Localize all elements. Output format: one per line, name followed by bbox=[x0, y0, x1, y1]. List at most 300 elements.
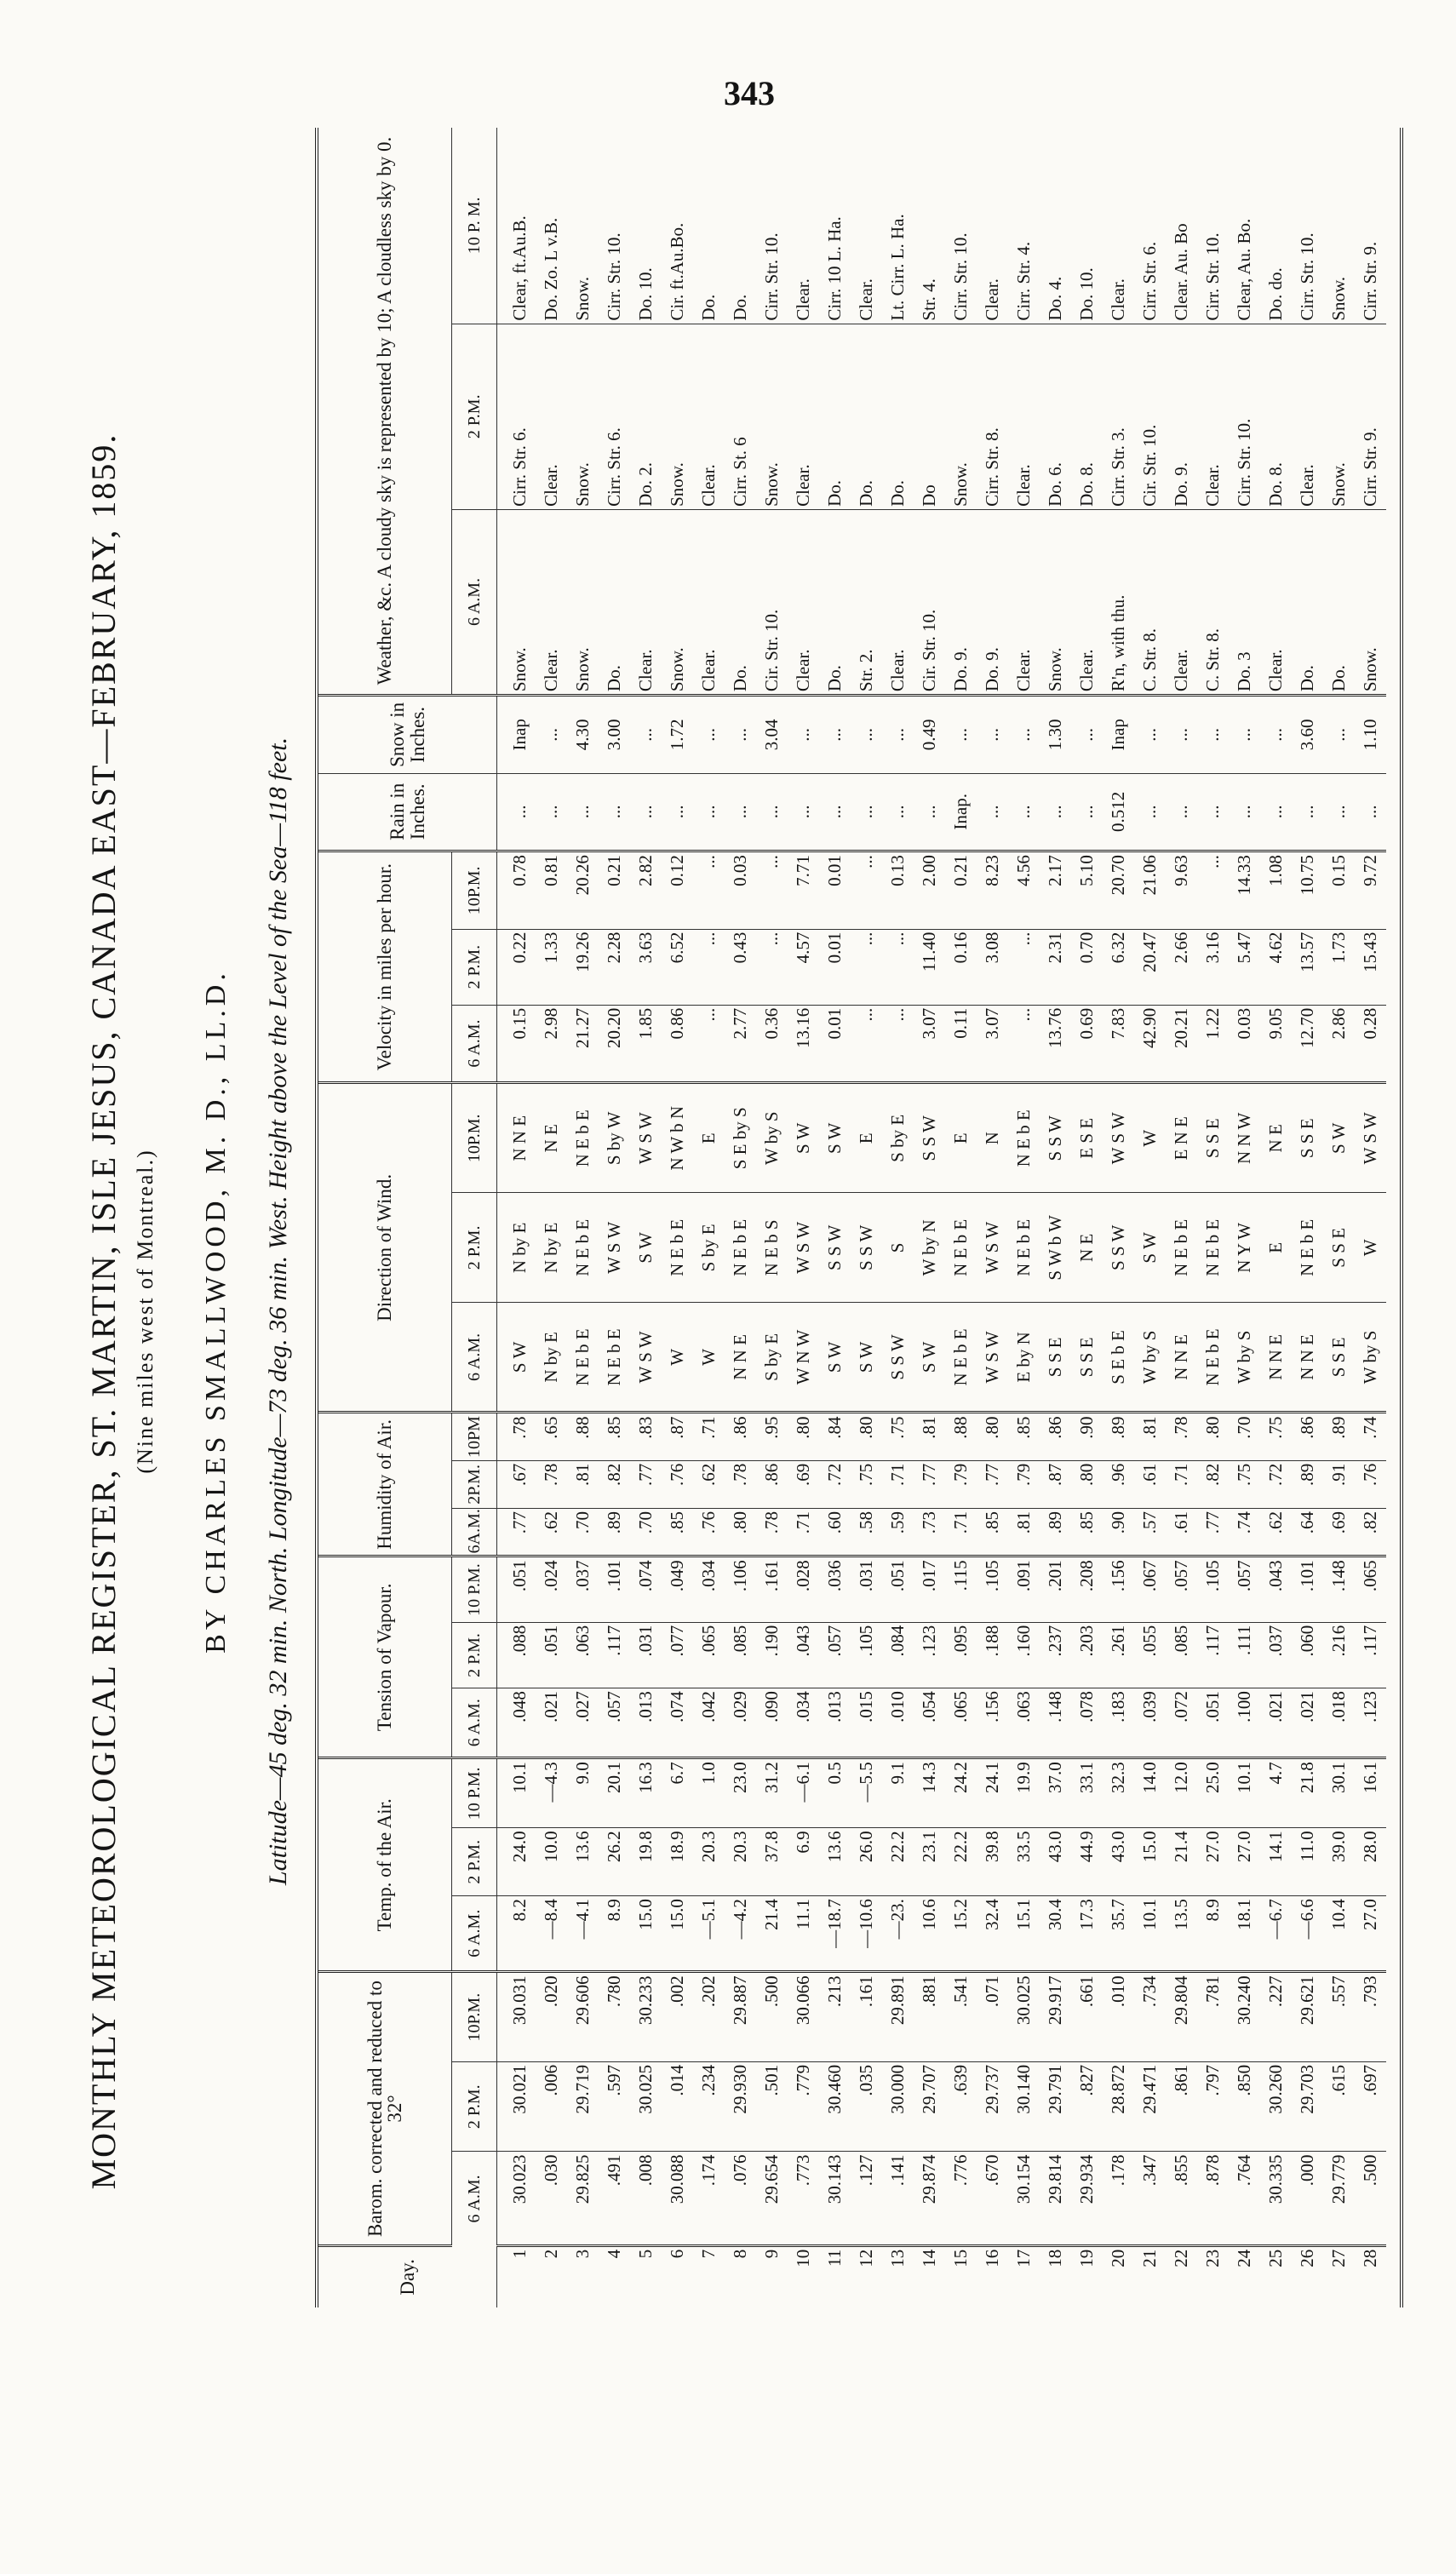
table-row bbox=[1292, 128, 1323, 2307]
humidity-10pm-cell: .81 bbox=[1134, 1413, 1166, 1460]
rain-cell: ... bbox=[819, 773, 851, 851]
temp-6am-cell: 8.9 bbox=[599, 1896, 630, 1972]
barom-6am-cell: .347 bbox=[1134, 2152, 1166, 2245]
barom-6am-cell: .178 bbox=[1103, 2152, 1134, 2245]
vapour-2pm-cell: .063 bbox=[567, 1622, 599, 1688]
wind-dir-2pm-cell: N E b E bbox=[662, 1193, 693, 1303]
barom-6am-cell: .000 bbox=[1292, 2152, 1323, 2245]
humidity-10pm-cell: .78 bbox=[1166, 1413, 1197, 1460]
weather-6am-cell: Clear. bbox=[1166, 509, 1197, 695]
table-row bbox=[662, 128, 693, 2307]
temp-6am-cell: —18.7 bbox=[819, 1896, 851, 1972]
humidity-6am-cell: .78 bbox=[756, 1509, 788, 1556]
wind-dir-10pm-cell: W S W bbox=[1103, 1083, 1134, 1193]
day-cell: 23 bbox=[1201, 2249, 1223, 2267]
velocity-10pm-cell: 0.21 bbox=[945, 851, 977, 930]
vapour-6am-cell: .054 bbox=[914, 1688, 945, 1758]
day-cell: 15 bbox=[949, 2249, 971, 2267]
temp-2pm-cell: 15.0 bbox=[1134, 1828, 1166, 1896]
wind-dir-6am-cell: S W bbox=[819, 1303, 851, 1413]
velocity-6am-cell: 0.01 bbox=[819, 1005, 851, 1083]
wind-dir-2pm-cell: W by N bbox=[914, 1193, 945, 1303]
weather-6am-cell: Do. 3 bbox=[1229, 509, 1260, 695]
wind-dir-6am-cell: W by S bbox=[1229, 1303, 1260, 1413]
temp-10pm-cell: 32.3 bbox=[1103, 1758, 1134, 1828]
weather-10pm-cell: Snow. bbox=[1323, 128, 1355, 324]
humidity-6am-cell: .62 bbox=[1260, 1509, 1292, 1556]
vapour-10pm-cell: .115 bbox=[945, 1556, 977, 1622]
rain-cell: ... bbox=[567, 773, 599, 851]
wind-dir-10pm-cell: S E by S bbox=[725, 1083, 756, 1193]
vapour-6am-cell: .048 bbox=[497, 1688, 536, 1758]
barom-2pm-cell: 30.140 bbox=[1008, 2061, 1040, 2152]
temp-2pm-cell: 27.0 bbox=[1229, 1828, 1260, 1896]
humidity-2pm-cell: .81 bbox=[567, 1460, 599, 1508]
wind-dir-10pm-cell: S by E bbox=[882, 1083, 914, 1193]
day-cell: 21 bbox=[1138, 2249, 1160, 2267]
wind-dir-6am-cell: N E b E bbox=[945, 1303, 977, 1413]
temp-2pm-cell: 44.9 bbox=[1071, 1828, 1103, 1896]
humidity-2pm-cell: .71 bbox=[882, 1460, 914, 1508]
velocity-6am-cell: 1.85 bbox=[630, 1005, 662, 1083]
day-cell: 25 bbox=[1264, 2249, 1286, 2267]
humidity-2pm-cell: .91 bbox=[1323, 1460, 1355, 1508]
temp-6am-cell: —4.2 bbox=[725, 1896, 756, 1972]
temp-2pm-cell: 21.4 bbox=[1166, 1828, 1197, 1896]
humidity-6am-cell: .90 bbox=[1103, 1509, 1134, 1556]
wind-dir-2pm-cell: N E b E bbox=[1166, 1193, 1197, 1303]
barom-2pm-cell: .014 bbox=[662, 2061, 693, 2152]
velocity-10pm-cell: 21.06 bbox=[1134, 851, 1166, 930]
barom-2pm-cell: 29.930 bbox=[725, 2061, 756, 2152]
vapour-2pm-cell: .088 bbox=[497, 1622, 536, 1688]
day-cell: 24 bbox=[1233, 2249, 1254, 2267]
temp-6am-cell: 8.2 bbox=[497, 1896, 536, 1972]
vapour-6am-cell: .013 bbox=[630, 1688, 662, 1758]
temp-6am-cell: 8.9 bbox=[1197, 1896, 1229, 1972]
humidity-10pm-cell: .81 bbox=[914, 1413, 945, 1460]
barom-6am-cell: 29.654 bbox=[756, 2152, 788, 2245]
temp-2pm-cell: 26.2 bbox=[599, 1828, 630, 1896]
velocity-6am-cell: ... bbox=[1008, 1005, 1040, 1083]
wind-dir-10pm-cell: E S E bbox=[1071, 1083, 1103, 1193]
velocity-2pm-cell: 0.43 bbox=[725, 929, 756, 1005]
barom-2pm-cell: 30.021 bbox=[497, 2061, 536, 2152]
temp-10pm-cell: 10.1 bbox=[497, 1758, 536, 1828]
barom-6am-cell: .174 bbox=[693, 2152, 725, 2245]
weather-6am-header: 6 A.M. bbox=[452, 509, 497, 695]
barom-2pm-cell: 30.460 bbox=[819, 2061, 851, 2152]
weather-10pm-header: 10 P. M. bbox=[452, 128, 497, 324]
temp-2pm-cell: 28.0 bbox=[1355, 1828, 1386, 1896]
snow-cell: 1.72 bbox=[662, 696, 693, 774]
rain-cell: ... bbox=[725, 773, 756, 851]
weather-2pm-cell: Cirr. Str. 9. bbox=[1355, 324, 1386, 509]
table-row bbox=[788, 128, 819, 2307]
day-cell: 10 bbox=[792, 2249, 813, 2267]
wind-dir-6am-cell: N by E bbox=[536, 1303, 567, 1413]
humidity-2pm-cell: .72 bbox=[1260, 1460, 1292, 1508]
weather-10pm-cell: Cirr. Str. 10. bbox=[1197, 128, 1229, 324]
temp-2pm-cell: 14.1 bbox=[1260, 1828, 1292, 1896]
rotated-register-page bbox=[51, 119, 1422, 2503]
barom-10pm-cell: .541 bbox=[945, 1972, 977, 2062]
weather-6am-cell: Snow. bbox=[1040, 509, 1071, 695]
vapour-6am-cell: .021 bbox=[1292, 1688, 1323, 1758]
weather-10pm-cell: Cirr. Str. 10. bbox=[599, 128, 630, 324]
velocity-10pm-cell: 20.70 bbox=[1103, 851, 1134, 930]
humidity-6am-cell: .59 bbox=[882, 1509, 914, 1556]
velocity-10pm-cell: 2.00 bbox=[914, 851, 945, 930]
wind-dir-10pm-cell: E bbox=[945, 1083, 977, 1193]
weather-2pm-cell: Cirr. St. 6 bbox=[725, 324, 756, 509]
barom-2pm-cell: 28.872 bbox=[1103, 2061, 1134, 2152]
velocity-10pm-cell: 0.13 bbox=[882, 851, 914, 930]
humidity-6am-cell: .64 bbox=[1292, 1509, 1323, 1556]
wind-dir-2pm-cell: N by E bbox=[497, 1193, 536, 1303]
barom-2pm-cell: 29.791 bbox=[1040, 2061, 1071, 2152]
velocity-10pm-cell: 0.15 bbox=[1323, 851, 1355, 930]
velocity-2pm-cell: 5.47 bbox=[1229, 929, 1260, 1005]
weather-10pm-cell: Snow. bbox=[567, 128, 599, 324]
weather-10pm-cell: Str. 4. bbox=[914, 128, 945, 324]
velocity-10pm-cell: 8.23 bbox=[977, 851, 1008, 930]
vapour-2pm-cell: .031 bbox=[630, 1622, 662, 1688]
velocity-6am-cell: 42.90 bbox=[1134, 1005, 1166, 1083]
vapour-2pm-cell: .160 bbox=[1008, 1622, 1040, 1688]
snow-cell: Inap bbox=[497, 696, 536, 774]
weather-10pm-cell: Clear, ft.Au.B. bbox=[497, 128, 536, 324]
vapour-10pm-header: 10 P.M. bbox=[452, 1556, 497, 1622]
weather-2pm-cell: Do. 6. bbox=[1040, 324, 1071, 509]
temp-10pm-cell: 4.7 bbox=[1260, 1758, 1292, 1828]
velocity-2pm-cell: 1.33 bbox=[536, 929, 567, 1005]
barom-2pm-cell: 29.707 bbox=[914, 2061, 945, 2152]
table-row bbox=[536, 128, 567, 2307]
temp-10pm-cell: 14.0 bbox=[1134, 1758, 1166, 1828]
weather-10pm-cell: Lt. Cirr. L. Ha. bbox=[882, 128, 914, 324]
temp-2pm-cell: 20.3 bbox=[725, 1828, 756, 1896]
wind-dir-6am-cell: W N W bbox=[788, 1303, 819, 1413]
table-row bbox=[819, 128, 851, 2307]
vapour-6am-cell: .156 bbox=[977, 1688, 1008, 1758]
wind-dir-6am-cell: S S E bbox=[1323, 1303, 1355, 1413]
day-cell: 26 bbox=[1296, 2249, 1317, 2267]
vapour-2pm-cell: .190 bbox=[756, 1622, 788, 1688]
table-row bbox=[977, 128, 1008, 2307]
wind-dir-10pm-cell: S W bbox=[819, 1083, 851, 1193]
velocity-10pm-cell: 10.75 bbox=[1292, 851, 1323, 930]
vapour-2pm-cell: .057 bbox=[819, 1622, 851, 1688]
wind-dir-6am-cell: S S E bbox=[1071, 1303, 1103, 1413]
vapour-2pm-cell: .105 bbox=[851, 1622, 882, 1688]
wind-dir-6am-cell: S by E bbox=[756, 1303, 788, 1413]
velocity-10pm-header: 10P.M. bbox=[452, 851, 497, 930]
barom-10pm-cell: .227 bbox=[1260, 1972, 1292, 2062]
humidity-10pm-cell: .83 bbox=[630, 1413, 662, 1460]
humidity-6am-cell: .71 bbox=[788, 1509, 819, 1556]
velocity-10pm-cell: 0.12 bbox=[662, 851, 693, 930]
humidity-2pm-cell: .78 bbox=[536, 1460, 567, 1508]
snow-cell: 3.04 bbox=[756, 696, 788, 774]
barom-10pm-cell: .071 bbox=[977, 1972, 1008, 2062]
day-cell: 17 bbox=[1012, 2249, 1034, 2267]
barom-6am-cell: 30.154 bbox=[1008, 2152, 1040, 2245]
barom-6am-cell: 29.814 bbox=[1040, 2152, 1071, 2245]
weather-2pm-cell: Snow. bbox=[756, 324, 788, 509]
velocity-6am-cell: 1.22 bbox=[1197, 1005, 1229, 1083]
wind-dir-6am-cell: W S W bbox=[630, 1303, 662, 1413]
snow-cell: ... bbox=[945, 696, 977, 774]
vapour-10pm-cell: .057 bbox=[1166, 1556, 1197, 1622]
velocity-10pm-cell: 0.21 bbox=[599, 851, 630, 930]
barom-6am-cell: 29.874 bbox=[914, 2152, 945, 2245]
velocity-2pm-cell: 4.57 bbox=[788, 929, 819, 1005]
wind-dir-6am-cell: S E b E bbox=[1103, 1303, 1134, 1413]
barom-6am-cell: .878 bbox=[1197, 2152, 1229, 2245]
humidity-2pm-cell: .82 bbox=[1197, 1460, 1229, 1508]
temp-10pm-cell: 20.1 bbox=[599, 1758, 630, 1828]
vapour-2pm-header: 2 P.M. bbox=[452, 1622, 497, 1688]
day-cell: 4 bbox=[603, 2249, 624, 2259]
day-cell: 8 bbox=[729, 2249, 750, 2259]
weather-6am-cell: Clear. bbox=[1260, 509, 1292, 695]
wind-dir-10pm-cell: W by S bbox=[756, 1083, 788, 1193]
barom-2pm-cell: 30.025 bbox=[630, 2061, 662, 2152]
snow-cell: ... bbox=[1071, 696, 1103, 774]
barom-2pm-header: 2 P.M. bbox=[452, 2061, 497, 2152]
humidity-6am-cell: .89 bbox=[1040, 1509, 1071, 1556]
wind-dir-10pm-cell: W S W bbox=[630, 1083, 662, 1193]
vapour-6am-cell: .039 bbox=[1134, 1688, 1166, 1758]
wind-dir-2pm-cell: N E b E bbox=[1197, 1193, 1229, 1303]
vapour-2pm-cell: .077 bbox=[662, 1622, 693, 1688]
temp-6am-cell: 13.5 bbox=[1166, 1896, 1197, 1972]
velocity-6am-cell: 2.77 bbox=[725, 1005, 756, 1083]
vapour-2pm-cell: .065 bbox=[693, 1622, 725, 1688]
weather-10pm-cell: Do. do. bbox=[1260, 128, 1292, 324]
barom-6am-header: 6 A.M. bbox=[452, 2152, 497, 2245]
rain-cell: ... bbox=[1197, 773, 1229, 851]
humidity-10pm-cell: .89 bbox=[1103, 1413, 1134, 1460]
temperature-header: Temp. of the Air. bbox=[318, 1758, 452, 1972]
weather-6am-cell: Do. bbox=[599, 509, 630, 695]
wind-dir-2pm-cell: N E b E bbox=[1292, 1193, 1323, 1303]
weather-6am-cell: Cir. Str. 10. bbox=[756, 509, 788, 695]
humidity-2pm-cell: .89 bbox=[1292, 1460, 1323, 1508]
vapour-2pm-cell: .084 bbox=[882, 1622, 914, 1688]
table-row bbox=[1071, 128, 1103, 2307]
barom-6am-cell: 29.825 bbox=[567, 2152, 599, 2245]
barom-10pm-cell: 29.917 bbox=[1040, 1972, 1071, 2062]
velocity-10pm-cell: 0.78 bbox=[497, 851, 536, 930]
velocity-6am-cell: 0.86 bbox=[662, 1005, 693, 1083]
wind-dir-6am-cell: W bbox=[693, 1303, 725, 1413]
barom-10pm-cell: 30.233 bbox=[630, 1972, 662, 2062]
weather-10pm-cell: Cir. ft.Au.Bo. bbox=[662, 128, 693, 324]
wind-dir-6am-cell: S W bbox=[914, 1303, 945, 1413]
humidity-6am-cell: .71 bbox=[945, 1509, 977, 1556]
weather-2pm-cell: Cirr. Str. 6. bbox=[599, 324, 630, 509]
rain-cell: Inap. bbox=[945, 773, 977, 851]
weather-2pm-cell: Clear. bbox=[536, 324, 567, 509]
velocity-10pm-cell: ... bbox=[851, 851, 882, 930]
temp-6am-cell: 11.1 bbox=[788, 1896, 819, 1972]
wind-dir-2pm-cell: W S W bbox=[788, 1193, 819, 1303]
vapour-6am-cell: .042 bbox=[693, 1688, 725, 1758]
humidity-2pm-cell: .67 bbox=[497, 1460, 536, 1508]
velocity-2pm-cell: 19.26 bbox=[567, 929, 599, 1005]
weather-2pm-cell: Clear. bbox=[1008, 324, 1040, 509]
velocity-6am-cell: 0.03 bbox=[1229, 1005, 1260, 1083]
temp-2pm-cell: 23.1 bbox=[914, 1828, 945, 1896]
weather-10pm-cell: Cirr. Str. 10. bbox=[945, 128, 977, 324]
barom-10pm-cell: 30.066 bbox=[788, 1972, 819, 2062]
temp-2pm-cell: 43.0 bbox=[1040, 1828, 1071, 1896]
humidity-10pm-cell: .65 bbox=[536, 1413, 567, 1460]
wind-dir-10pm-cell: S S W bbox=[914, 1083, 945, 1193]
vapour-10pm-cell: .074 bbox=[630, 1556, 662, 1622]
wind-dir-10pm-cell: S W bbox=[1323, 1083, 1355, 1193]
register-body bbox=[497, 128, 1387, 2307]
temp-10pm-cell: 30.1 bbox=[1323, 1758, 1355, 1828]
barom-6am-cell: .764 bbox=[1229, 2152, 1260, 2245]
barom-2pm-cell: .501 bbox=[756, 2061, 788, 2152]
humidity-10pm-cell: .71 bbox=[693, 1413, 725, 1460]
snow-cell: 1.10 bbox=[1355, 696, 1386, 774]
weather-6am-cell: Clear. bbox=[1008, 509, 1040, 695]
vapour-10pm-cell: .051 bbox=[497, 1556, 536, 1622]
vapour-6am-cell: .183 bbox=[1103, 1688, 1134, 1758]
velocity-6am-cell: 2.98 bbox=[536, 1005, 567, 1083]
humidity-10pm-cell: .86 bbox=[725, 1413, 756, 1460]
day-cell: 1 bbox=[508, 2249, 530, 2259]
velocity-10pm-cell: 9.72 bbox=[1355, 851, 1386, 930]
wind-dir-10pm-cell: E N E bbox=[1166, 1083, 1197, 1193]
humidity-2pm-cell: .82 bbox=[599, 1460, 630, 1508]
temp-10pm-cell: 24.2 bbox=[945, 1758, 977, 1828]
wind-dir-2pm-cell: E bbox=[1260, 1193, 1292, 1303]
velocity-2pm-cell: 0.16 bbox=[945, 929, 977, 1005]
weather-10pm-cell: Cirr. Str. 10. bbox=[756, 128, 788, 324]
wind-dir-10pm-cell: N E b E bbox=[1008, 1083, 1040, 1193]
weather-6am-cell: Do. bbox=[819, 509, 851, 695]
wind-dir-6am-cell: S S W bbox=[882, 1303, 914, 1413]
weather-6am-cell: Snow. bbox=[497, 509, 536, 695]
weather-6am-cell: Do. 9. bbox=[945, 509, 977, 695]
weather-10pm-cell: Clear. bbox=[851, 128, 882, 324]
humidity-6am-cell: .76 bbox=[693, 1509, 725, 1556]
humidity-6am-cell: .61 bbox=[1166, 1509, 1197, 1556]
wind-dir-6am-cell: S W bbox=[851, 1303, 882, 1413]
velocity-2pm-cell: 15.43 bbox=[1355, 929, 1386, 1005]
humidity-10pm-cell: .87 bbox=[662, 1413, 693, 1460]
snow-cell: ... bbox=[851, 696, 882, 774]
velocity-10pm-cell: ... bbox=[1197, 851, 1229, 930]
temp-2pm-cell: 24.0 bbox=[497, 1828, 536, 1896]
temp-2pm-cell: 27.0 bbox=[1197, 1828, 1229, 1896]
weather-6am-cell: Do. 9. bbox=[977, 509, 1008, 695]
humidity-2pm-cell: .80 bbox=[1071, 1460, 1103, 1508]
velocity-10pm-cell: 0.81 bbox=[536, 851, 567, 930]
barom-10pm-cell: .002 bbox=[662, 1972, 693, 2062]
wind-dir-2pm-cell: S S W bbox=[851, 1193, 882, 1303]
rain-cell: ... bbox=[1260, 773, 1292, 851]
temp-6am-cell: —6.7 bbox=[1260, 1896, 1292, 1972]
temp-6am-cell: 18.1 bbox=[1229, 1896, 1260, 1972]
wind-dir-6am-cell: W S W bbox=[977, 1303, 1008, 1413]
barom-10pm-cell: .734 bbox=[1134, 1972, 1166, 2062]
wind-dir-6am-cell: W by S bbox=[1355, 1303, 1386, 1413]
vapour-2pm-cell: .055 bbox=[1134, 1622, 1166, 1688]
temp-10pm-cell: 33.1 bbox=[1071, 1758, 1103, 1828]
velocity-10pm-cell: 7.71 bbox=[788, 851, 819, 930]
humidity-6am-cell: .81 bbox=[1008, 1509, 1040, 1556]
temp-10pm-cell: 37.0 bbox=[1040, 1758, 1071, 1828]
wind-dir-2pm-cell: S W bbox=[1134, 1193, 1166, 1303]
temp-2pm-cell: 39.8 bbox=[977, 1828, 1008, 1896]
barom-10pm-cell: .010 bbox=[1103, 1972, 1134, 2062]
vapour-10pm-cell: .101 bbox=[599, 1556, 630, 1622]
wind-velocity-header: Velocity in miles per hour. bbox=[318, 851, 452, 1083]
barom-6am-cell: 29.934 bbox=[1071, 2152, 1103, 2245]
vapour-2pm-cell: .123 bbox=[914, 1622, 945, 1688]
snow-cell: 0.49 bbox=[914, 696, 945, 774]
snow-cell: ... bbox=[1229, 696, 1260, 774]
temp-2pm-cell: 13.6 bbox=[819, 1828, 851, 1896]
temp-2pm-cell: 19.8 bbox=[630, 1828, 662, 1896]
vapour-2pm-cell: .216 bbox=[1323, 1622, 1355, 1688]
weather-10pm-cell: Do. 10. bbox=[1071, 128, 1103, 324]
barom-6am-cell: 29.779 bbox=[1323, 2152, 1355, 2245]
barom-6am-cell: .773 bbox=[788, 2152, 819, 2245]
humidity-10pm-cell: .80 bbox=[851, 1413, 882, 1460]
humidity-10pm-cell: .80 bbox=[788, 1413, 819, 1460]
vapour-10pm-cell: .034 bbox=[693, 1556, 725, 1622]
velocity-6am-cell: 0.11 bbox=[945, 1005, 977, 1083]
day-cell: 5 bbox=[634, 2249, 656, 2259]
temp-10pm-cell: 12.0 bbox=[1166, 1758, 1197, 1828]
wind-dir-10pm-cell: W S W bbox=[1355, 1083, 1386, 1193]
rain-cell: ... bbox=[977, 773, 1008, 851]
humidity-2pm-cell: .77 bbox=[914, 1460, 945, 1508]
wind-10pm-header: 10P.M. bbox=[452, 1083, 497, 1193]
snow-cell: ... bbox=[725, 696, 756, 774]
table-row bbox=[1040, 128, 1071, 2307]
rain-cell: ... bbox=[1040, 773, 1071, 851]
weather-6am-cell: Snow. bbox=[662, 509, 693, 695]
temp-10pm-cell: 10.1 bbox=[1229, 1758, 1260, 1828]
temp-6am-cell: —6.6 bbox=[1292, 1896, 1323, 1972]
barom-6am-cell: .500 bbox=[1355, 2152, 1386, 2245]
vapour-10pm-cell: .036 bbox=[819, 1556, 851, 1622]
temp-6am-cell: —5.1 bbox=[693, 1896, 725, 1972]
velocity-6am-cell: 0.36 bbox=[756, 1005, 788, 1083]
velocity-2pm-cell: 3.63 bbox=[630, 929, 662, 1005]
weather-2pm-cell: Do. 8. bbox=[1071, 324, 1103, 509]
velocity-10pm-cell: 5.10 bbox=[1071, 851, 1103, 930]
barom-6am-cell: .491 bbox=[599, 2152, 630, 2245]
barom-2pm-cell: .234 bbox=[693, 2061, 725, 2152]
rain-cell: ... bbox=[1355, 773, 1386, 851]
humidity-6am-cell: .85 bbox=[662, 1509, 693, 1556]
weather-6am-cell: Clear. bbox=[536, 509, 567, 695]
velocity-10pm-cell: 0.01 bbox=[819, 851, 851, 930]
temp-2pm-cell: 39.0 bbox=[1323, 1828, 1355, 1896]
vapour-6am-cell: .034 bbox=[788, 1688, 819, 1758]
temp-2pm-header: 2 P.M. bbox=[452, 1828, 497, 1896]
wind-dir-10pm-cell: N E bbox=[1260, 1083, 1292, 1193]
